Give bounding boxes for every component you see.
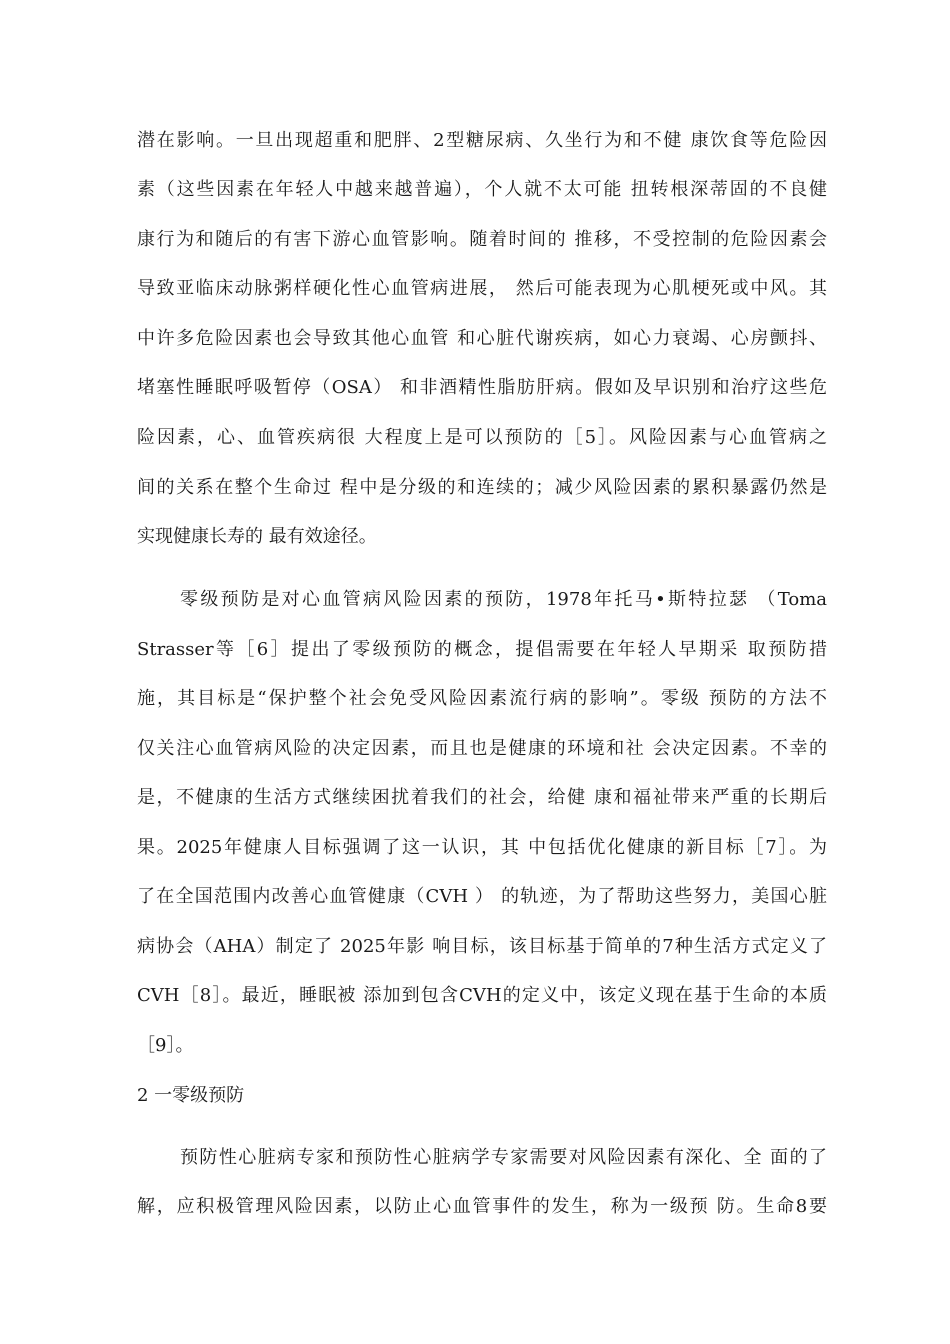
text-line: 实现健康长寿的 最有效途径。 — [137, 526, 377, 547]
text-line: ［9］。 — [137, 1035, 194, 1056]
text-line: 中许多危险因素也会导致其他心血管 和心脏代谢疾病，如心力衰竭、心房颤抖、 — [137, 328, 827, 349]
text-line: 康行为和随后的有害下游心血管影响。随着时间的 推移，不受控制的危险因素会 — [137, 229, 827, 250]
text-line: 预防性心脏病专家和预防性心脏病学专家需要对风险因素有深化、全 面的了 — [180, 1147, 827, 1168]
text-line: 仅关注心血管病风险的决定因素，而且也是健康的环境和社 会决定因素。不幸的 — [137, 738, 827, 759]
text-line: 病协会（AHA）制定了 2025年影 响目标，该目标基于简单的7种生活方式定义了 — [137, 936, 827, 957]
text-line: 解，应积极管理风险因素，以防止心血管事件的发生，称为一级预 防。生命8要 — [137, 1196, 827, 1217]
text-line: 险因素，心、血管疾病很 大程度上是可以预防的［5］。风险因素与心血管病之 — [137, 427, 827, 448]
text-line: 间的关系在整个生命过 程中是分级的和连续的；减少风险因素的累积暴露仍然是 — [137, 477, 827, 498]
text-line: 堵塞性睡眠呼吸暂停（OSA） 和非酒精性脂肪肝病。假如及早识别和治疗这些危 — [137, 377, 827, 398]
section-heading: 2 一零级预防 — [137, 1085, 245, 1106]
text-line: 是，不健康的生活方式继续困扰着我们的社会，给健 康和福祉带来严重的长期后 — [137, 787, 827, 808]
text-line: 果。2025年健康人目标强调了这一认识，其 中包括优化健康的新目标［7］。为 — [137, 837, 827, 858]
text-line: 了在全国范围内改善心血管健康（CVH ） 的轨迹，为了帮助这些努力，美国心脏 — [137, 886, 827, 907]
text-line: 素（这些因素在年轻人中越来越普遍），个人就不太可能 扭转根深蒂固的不良健 — [137, 179, 827, 200]
text-line: CVH［8］。最近，睡眠被 添加到包含CVH的定义中，该定义现在基于生命的本质 — [137, 985, 827, 1006]
text-line: 导致亚临床动脉粥样硬化性心血管病进展， 然后可能表现为心肌梗死或中风。其 — [137, 278, 827, 299]
text-line: 零级预防是对心血管病风险因素的预防，1978年托马•斯特拉瑟 （Toma — [180, 589, 827, 610]
text-line: Strasser等［6］提出了零级预防的概念，提倡需要在年轻人早期采 取预防措 — [137, 639, 827, 660]
text-line: 潜在影响。一旦出现超重和肥胖、2型糖尿病、久坐行为和不健 康饮食等危险因 — [137, 130, 827, 151]
text-line: 施，其目标是“保护整个社会免受风险因素流行病的影响”。零级 预防的方法不 — [137, 688, 827, 709]
